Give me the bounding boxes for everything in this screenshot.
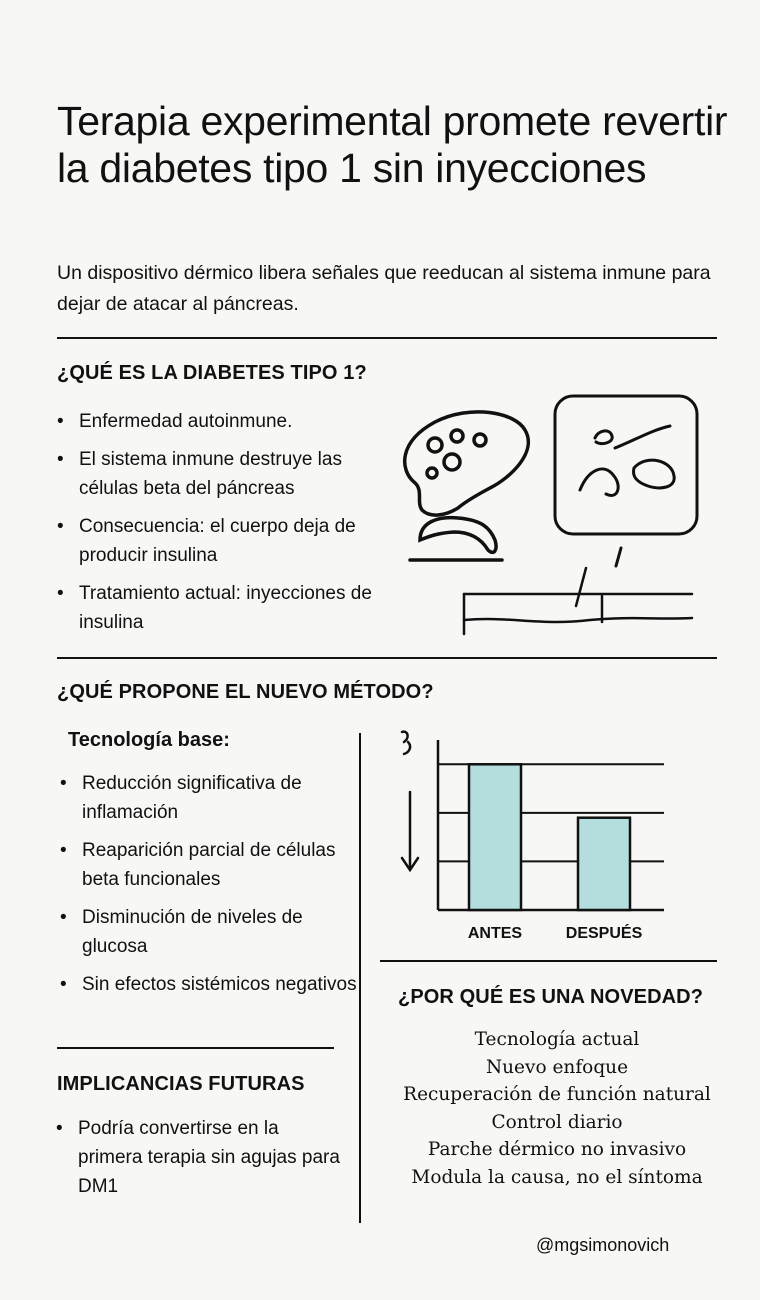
implications-list — [56, 1114, 346, 1210]
new-method-list — [60, 769, 360, 1008]
author-handle: @mgsimonovich — [536, 1235, 670, 1255]
subtitle: Un dispositivo dérmico libera señales que reeducan al sistema inmune para dejar de atacar al páncreas. — [57, 262, 711, 315]
divider — [57, 1047, 334, 1049]
bar-0 — [469, 764, 521, 910]
list-item: • Tratamiento actual: inyecciones de insulina — [57, 579, 377, 637]
list-item: • Reaparición parcial de células beta funcionales — [60, 836, 360, 894]
section-heading-new-method: ¿QUÉ PROPONE EL NUEVO MÉTODO? — [57, 681, 434, 703]
divider — [57, 657, 717, 659]
list-item: • El sistema inmune destruye las células beta del páncreas — [57, 445, 377, 503]
divider — [57, 337, 717, 339]
novelty-list — [372, 1026, 742, 1191]
novelty-line: Parche dérmico no invasivo — [427, 1139, 687, 1160]
bar-1 — [578, 818, 630, 910]
x-tick-label: ANTES — [467, 925, 523, 942]
page-title: Terapia experimental promete revertir la diabetes tipo 1 sin inyecciones — [57, 98, 728, 191]
divider — [380, 960, 717, 962]
list-item: • Podría convertirse en la primera terapia sin agujas para DM1 — [56, 1114, 346, 1201]
list-item: • Sin efectos sistémicos negativos — [60, 970, 360, 999]
section-heading-what-is: ¿QUÉ ES LA DIABETES TIPO 1? — [57, 362, 367, 384]
glucose-bar-chart — [390, 722, 680, 952]
column-divider — [359, 733, 361, 1223]
skin-cross-section — [464, 568, 692, 634]
novelty-line: Modula la causa, no el síntoma — [411, 1166, 703, 1188]
pancreas-icon — [405, 412, 529, 515]
what-is-list — [57, 407, 377, 646]
list-item: • Disminución de niveles de glucosa — [60, 903, 360, 961]
x-tick-label: DESPUÉS — [565, 925, 643, 942]
tech-base-label: Tecnología base: — [68, 729, 230, 751]
section-heading-novelty: ¿POR QUÉ ES UNA NOVEDAD? — [398, 986, 704, 1008]
list-item: • Reducción significativa de inflamación — [60, 769, 360, 827]
section-heading-implications: IMPLICANCIAS FUTURAS — [57, 1073, 305, 1095]
down-arrow-icon — [402, 732, 418, 870]
diabetes-illustration — [390, 390, 710, 640]
novelty-line: Nuevo enfoque — [485, 1056, 629, 1078]
novelty-line: Recuperación de función natural — [403, 1084, 711, 1105]
organ-detail-icon — [555, 396, 697, 566]
novelty-line: Control diario — [491, 1111, 623, 1133]
list-item: • Consecuencia: el cuerpo deja de producir insulina — [57, 512, 377, 570]
list-item: • Enfermedad autoinmune. — [57, 407, 377, 436]
novelty-line: Tecnología actual — [474, 1029, 640, 1050]
skin-layer-icon — [410, 518, 502, 560]
